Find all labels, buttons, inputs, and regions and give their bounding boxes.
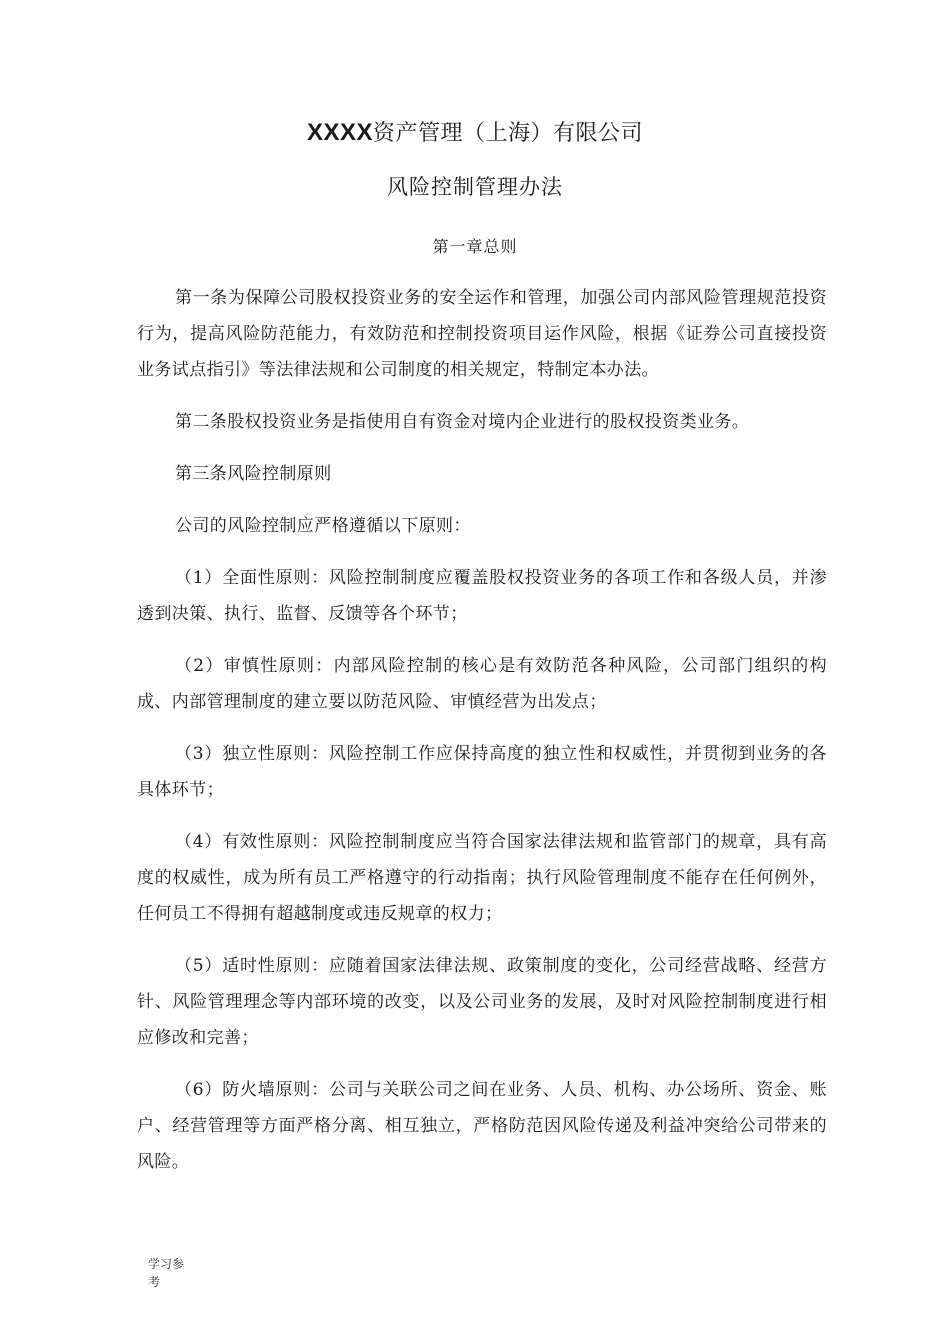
company-name-latin: XXXX [306, 119, 373, 146]
paragraph-principle-1: （1）全面性原则：风险控制制度应覆盖股权投资业务的各项工作和各级人员，并渗透到决策、执行、监督、反馈等各个环节； [137, 568, 827, 624]
footer-line-2: 考 [148, 1275, 161, 1289]
paragraph-principle-5: （5）适时性原则：应随着国家法律法规、政策制度的变化，公司经营战略、经营方针、风险管理理念等内部环境的改变，以及公司业务的发展，及时对风险控制制度进行相应修改和完善； [137, 956, 827, 1048]
document-body [137, 280, 827, 1180]
paragraph-principle-6: （6）防火墙原则：公司与关联公司之间在业务、人员、机构、办公场所、资金、账户、经营管理等方面严格分离、相互独立，严格防范因风险传递及利益冲突给公司带来的风险。 [137, 1080, 827, 1172]
paragraph-principles-intro: 公司的风险控制应严格遵循以下原则： [175, 516, 471, 536]
company-name-rest: 资产管理（上海）有限公司 [373, 121, 644, 146]
document-title: 风险控制管理办法 [387, 175, 563, 199]
paragraph-article-3-heading: 第三条风险控制原则 [175, 464, 332, 484]
paragraph-article-2: 第二条股权投资业务是指使用自有资金对境内企业进行的股权投资类业务。 [175, 412, 750, 432]
chapter-title: 第一章总则 [432, 237, 518, 256]
paragraph-principle-2: （2）审慎性原则：内部风险控制的核心是有效防范各种风险，公司部门组织的构成、内部管理制度的建立要以防范风险、审慎经营为出发点； [137, 656, 827, 712]
paragraph-principle-3: （3）独立性原则：风险控制工作应保持高度的独立性和权威性，并贯彻到业务的各具体环节； [137, 744, 827, 800]
paragraph-article-1: 第一条为保障公司股权投资业务的安全运作和管理，加强公司内部风险管理规范投资行为，提高风险防范能力，有效防范和控制投资项目运作风险，根据《证券公司直接投资业务试点指引》等法律法规和公司制度的相关规定，特制定本办法。 [137, 288, 827, 380]
paragraph-principle-4: （4）有效性原则：风险控制制度应当符合国家法律法规和监管部门的规章，具有高度的权威性，成为所有员工严格遵守的行动指南；执行风险管理制度不能存在任何例外，任何员工不得拥有超越制度或违反规章的权力； [137, 832, 827, 924]
footer-line-1: 学习参 [148, 1257, 185, 1271]
footer-note [148, 1255, 208, 1291]
company-name [0, 118, 950, 149]
